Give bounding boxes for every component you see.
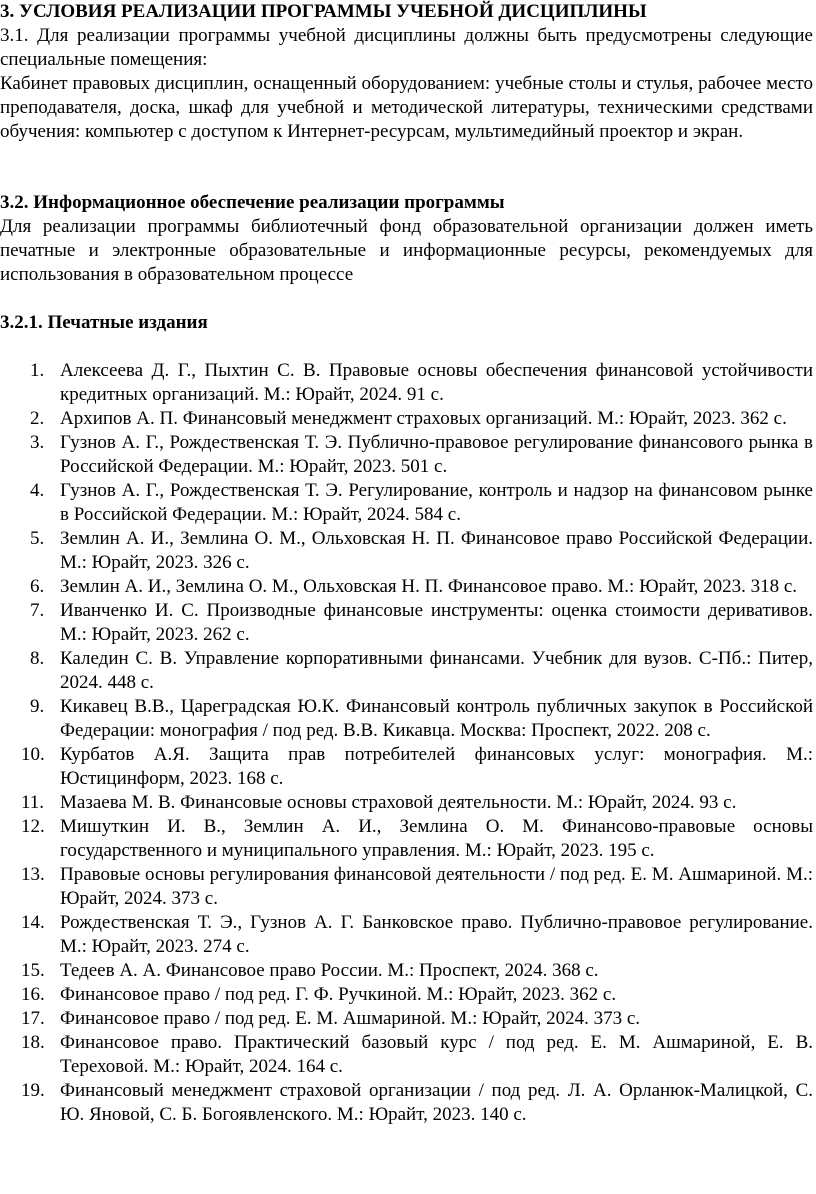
list-item: 12. Мишуткин И. В., Землин А. И., Землина О. М. Финансово-правовые основы государственного и муниципального управления. М.: Юрайт, 2023. 195 с. — [21, 816, 813, 861]
list-item: 18. Финансовое право. Практический базовый курс / под ред. Е. М. Ашмариной, Е. В. Тереховой. М.: Юрайт, 2024. 164 с. — [21, 1032, 813, 1077]
spacer — [0, 335, 813, 359]
list-item: 1. Алексеева Д. Г., Пыхтин С. В. Правовые основы обеспечения финансовой устойчивости кредитных организаций. М.: Юрайт, 2024. 91 с. — [30, 360, 813, 405]
list-item: 2. Архипов А. П. Финансовый менеджмент страховых организаций. М.: Юрайт, 2023. 362 с. — [30, 408, 787, 429]
list-item: 15. Тедеев А. А. Финансовое право России. М.: Проспект, 2024. 368 с. — [21, 960, 599, 981]
section-3-2-title: 3.2. Информационное обеспечение реализации программы — [0, 192, 505, 213]
section-3-1-equipment-paragraph: Кабинет правовых дисциплин, оснащенный оборудованием: учебные столы и стулья, рабочее место преподавателя, доска, шкаф для учебной и методической литературы, техническими средствами обучения: компьютер с доступом к Интернет-ресурсам, мультимедийный проектор и экран. — [0, 73, 813, 142]
list-item: 13. Правовые основы регулирования финансовой деятельности / под ред. Е. М. Ашмариной. М.: Юрайт, 2024. 373 с. — [21, 864, 813, 909]
list-item: 19. Финансовый менеджмент страховой организации / под ред. Л. А. Орланюк-Малицкой, С. Ю. Яновой, С. Б. Богоявленского. М.: Юрайт, 2023. 140 с. — [21, 1080, 813, 1125]
list-item: 9. Кикавец В.В., Цареградская Ю.К. Финансовый контроль публичных закупок в Российской Федерации: монография / под ред. В.В. Кикавца. Москва: Проспект, 2022. 208 с. — [30, 696, 813, 741]
list-item: 5. Землин А. И., Землина О. М., Ольховская Н. П. Финансовое право Российской Федерации. М.: Юрайт, 2023. 326 с. — [30, 528, 813, 573]
bibliography-list — [0, 359, 813, 1127]
spacer — [0, 144, 813, 191]
list-item: 16. Финансовое право / под ред. Г. Ф. Ручкиной. М.: Юрайт, 2023. 362 с. — [21, 984, 617, 1005]
list-item: 6. Землин А. И., Землина О. М., Ольховская Н. П. Финансовое право. М.: Юрайт, 2023. 318 с. — [30, 576, 798, 597]
list-item: 8. Каледин С. В. Управление корпоративными финансами. Учебник для вузов. С-Пб.: Питер, 2024. 448 с. — [30, 648, 813, 693]
list-item: 7. Иванченко И. С. Производные финансовые инструменты: оценка стоимости деривативов. М.: Юрайт, 2023. 262 с. — [30, 600, 813, 645]
list-item: 14. Рождественская Т. Э., Гузнов А. Г. Банковское право. Публично-правовое регулирование. М.: Юрайт, 2023. 274 с. — [21, 912, 813, 957]
section-3-2-paragraph: Для реализации программы библиотечный фонд образовательной организации должен иметь печатные и электронные образовательные и информационные ресурсы, рекомендуемых для использования в образовательном процессе — [0, 216, 813, 285]
section-3-title: 3. УСЛОВИЯ РЕАЛИЗАЦИИ ПРОГРАММЫ УЧЕБНОЙ ДИСЦИПЛИНЫ — [0, 1, 647, 22]
section-3-2-1-title: 3.2.1. Печатные издания — [0, 312, 208, 333]
section-3-1-paragraph: 3.1. Для реализации программы учебной дисциплины должны быть предусмотрены следующие специальные помещения: — [0, 25, 813, 70]
list-item: 10. Курбатов А.Я. Защита прав потребителей финансовых услуг: монография. М.: Юстицинформ, 2023. 168 с. — [21, 744, 813, 789]
list-item: 4. Гузнов А. Г., Рождественская Т. Э. Регулирование, контроль и надзор на финансовом рынке в Российской Федерации. М.: Юрайт, 2024. 584 с. — [30, 480, 813, 525]
list-item: 11. Мазаева М. В. Финансовые основы страховой деятельности. М.: Юрайт, 2024. 93 с. — [21, 792, 737, 813]
spacer — [0, 287, 813, 311]
list-item: 17. Финансовое право / под ред. Е. М. Ашмариной. М.: Юрайт, 2024. 373 с. — [21, 1008, 641, 1029]
list-item: 3. Гузнов А. Г., Рождественская Т. Э. Публично-правовое регулирование финансового рынка в Российской Федерации. М.: Юрайт, 2023. 501 с. — [30, 432, 813, 477]
